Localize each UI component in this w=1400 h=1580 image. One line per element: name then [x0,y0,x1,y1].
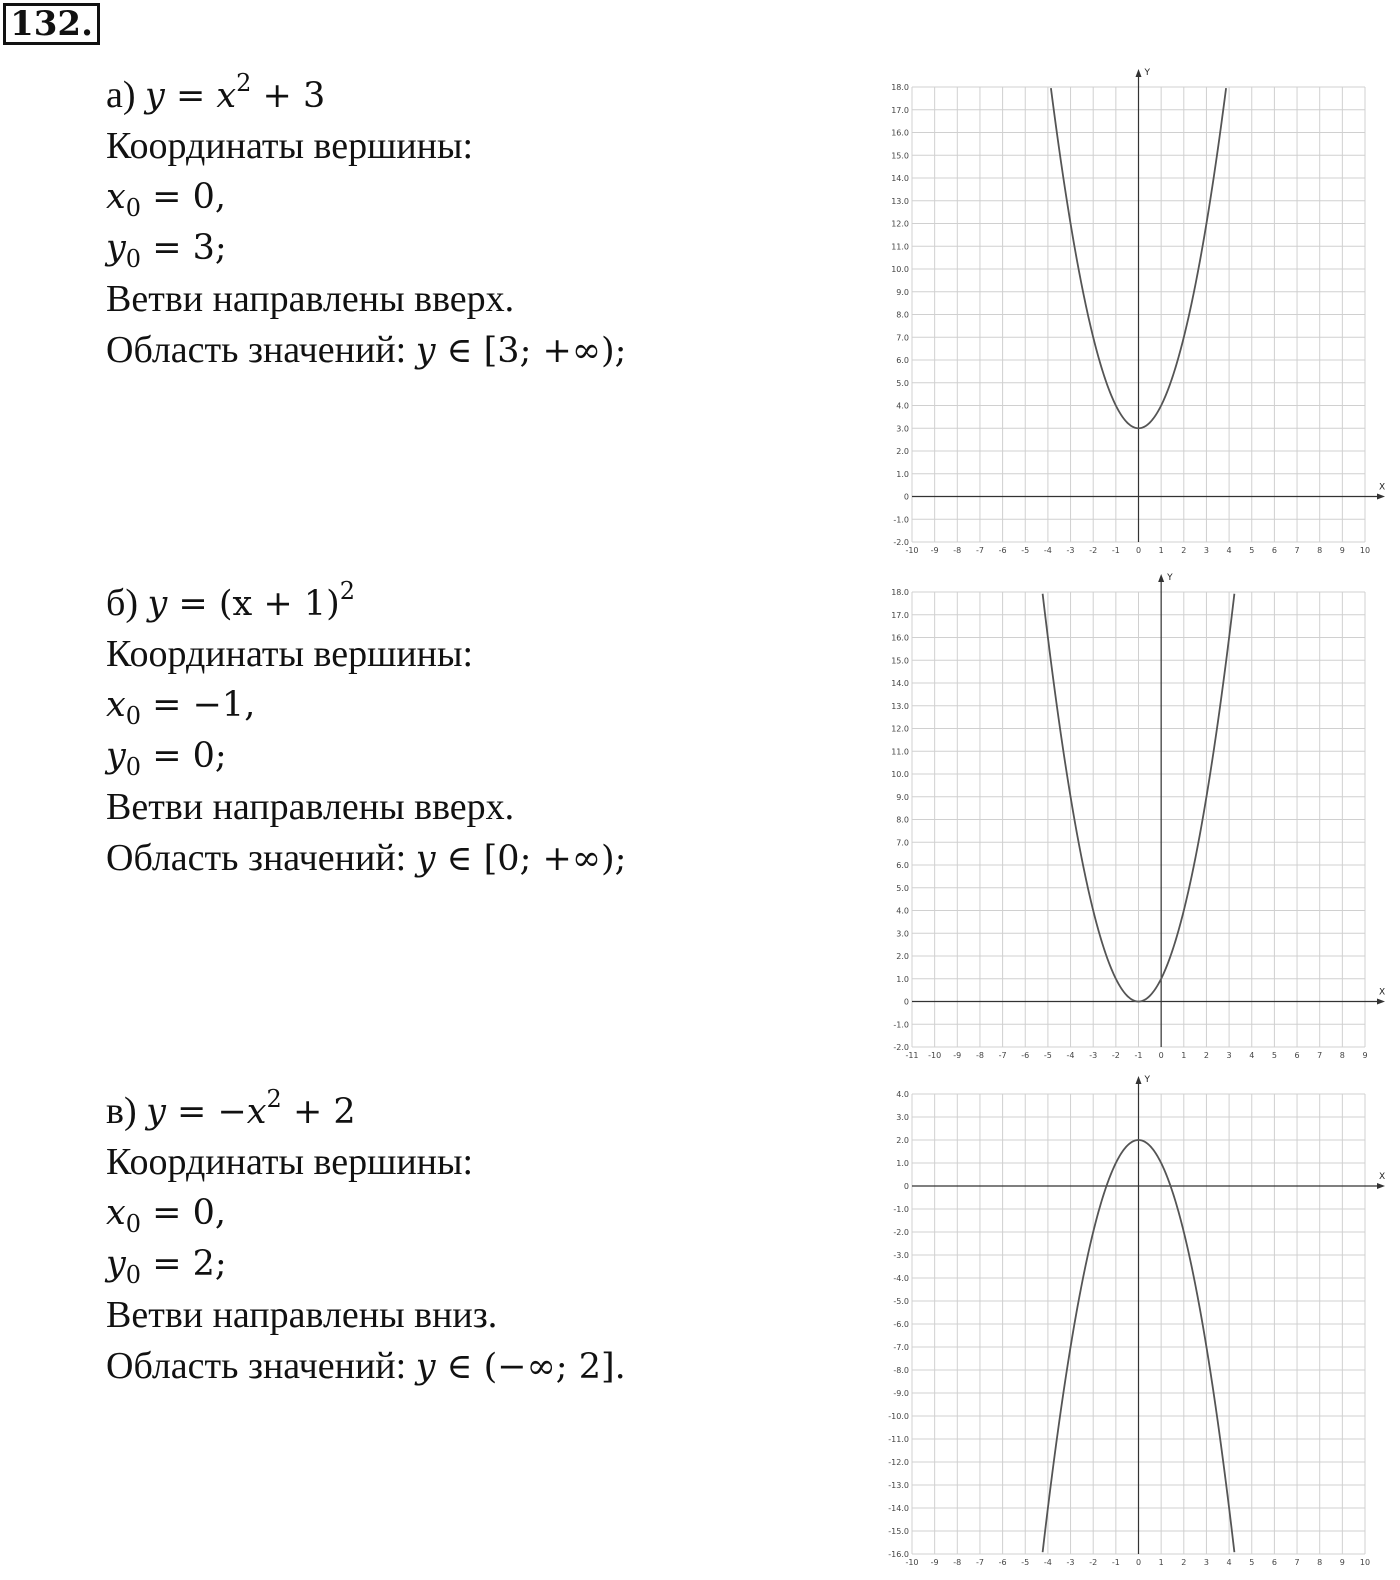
y-tick-label: 2.0 [896,952,909,961]
x-tick-label: 6 [1294,1051,1300,1060]
x-tick-label: -9 [930,1558,939,1567]
x-tick-label: 5 [1271,1051,1277,1060]
y-axis-label: Y [1167,573,1173,583]
function-line [106,70,826,121]
x-tick-label: -7 [998,1051,1007,1060]
graph-c [880,1072,1390,1572]
y-tick-label: 0 [903,997,909,1007]
y-tick-label: 17.0 [891,105,909,115]
vertex-heading: Координаты вершины: [106,1141,474,1183]
vertex-y0: $y_0 = 2$; [106,1244,227,1289]
x-tick-label: -2 [1111,1051,1120,1060]
y-tick-label: 13.0 [891,196,909,206]
parabola-chart-c [880,1072,1390,1572]
y-tick-label: -2.0 [893,1043,909,1052]
y-tick-label: -9.0 [893,1389,909,1398]
y-tick-label: 10.0 [891,265,909,274]
function-line [106,578,826,629]
x-tick-label: -8 [953,546,962,555]
x-tick-label: -10 [905,1558,919,1567]
x-tick-label: 0 [1158,1051,1164,1060]
x-tick-label: 8 [1317,546,1323,555]
y-tick-label: 10.0 [891,770,909,779]
x-tick-label: 3 [1203,1558,1209,1567]
y-tick-label: 4.0 [896,1090,909,1099]
x-tick-label: -11 [905,1051,919,1060]
function-line [106,1086,826,1137]
y-tick-label: 6.0 [896,356,909,365]
x-tick-label: -4 [1043,1558,1052,1567]
y-tick-label: -1.0 [893,515,909,525]
x-tick-label: 10 [1359,1558,1371,1567]
x-tick-label: 8 [1339,1051,1345,1060]
x-tick-label: 4 [1226,1558,1232,1567]
graph-b [880,570,1390,1065]
vertex-x0: $x_0 = 0$, [106,1193,227,1238]
x-axis-label: X [1379,1172,1386,1182]
x-tick-label: 1 [1158,546,1164,555]
y-tick-label: 6.0 [896,861,909,870]
x-axis-arrow [1377,1183,1385,1189]
y-tick-label: -2.0 [893,538,909,547]
y-tick-label: 0 [903,1182,909,1191]
x-tick-label: 6 [1271,1558,1277,1567]
y-tick-label: 15.0 [891,656,909,666]
y-tick-label: -2.0 [893,1228,909,1237]
y-tick-label: -4.0 [893,1274,909,1283]
x-tick-label: 2 [1181,1558,1187,1567]
y-tick-label: 18.0 [891,588,909,597]
branches-text: Ветви направлены вниз. [106,1294,498,1336]
y-tick-label: -7.0 [893,1343,909,1352]
y-tick-label: 18.0 [891,83,909,92]
x-axis-arrow [1377,494,1385,500]
graph-a [880,65,1390,560]
y-tick-label: -15.0 [888,1527,909,1536]
y-tick-label: 2.0 [896,447,909,456]
function-formula: $y = x^2 + 3$ [145,69,326,116]
y-tick-label: -1.0 [893,1205,909,1214]
x-tick-label: 9 [1339,546,1345,555]
x-tick-label: -7 [975,1558,984,1567]
item-label: б) [106,582,138,624]
parabola-chart-a [880,65,1390,560]
y-tick-label: 3.0 [896,424,909,434]
parabola-chart-b [880,570,1390,1065]
y-tick-label: -16.0 [888,1550,909,1559]
y-axis-arrow [1136,69,1142,77]
y-tick-label: 3.0 [896,1113,909,1122]
x-tick-label: -10 [905,546,919,555]
x-tick-label: 6 [1271,546,1277,555]
problem-number: 132. [3,3,100,45]
function-formula: $y = -x^2 + 2$ [146,1085,356,1132]
x-tick-label: -6 [1021,1051,1030,1060]
x-tick-label: 7 [1317,1051,1323,1060]
x-tick-label: 5 [1249,546,1255,555]
x-tick-label: 1 [1158,1558,1164,1567]
y-tick-label: 8.0 [896,815,909,825]
y-tick-label: 11.0 [891,747,909,757]
item-label: в) [106,1090,137,1132]
branches-text: Ветви направлены вверх. [106,786,515,828]
y-tick-label: 16.0 [891,128,909,138]
y-tick-label: 5.0 [896,883,909,893]
x-axis-arrow [1377,999,1385,1005]
vertex-y0: $y_0 = 3$; [106,228,227,273]
x-tick-label: 7 [1294,1558,1300,1567]
y-tick-label: 1.0 [896,1159,909,1168]
y-tick-label: 7.0 [896,333,909,343]
y-tick-label: 11.0 [891,242,909,252]
range-line: Область значений: y ∈ (−∞; 2]. [106,1345,626,1387]
x-tick-label: -1 [1111,546,1120,555]
x-tick-label: -9 [953,1051,962,1060]
range-line: Область значений: y ∈ [0; +∞); [106,837,627,879]
y-tick-label: 1.0 [896,469,909,479]
y-tick-label: -12.0 [888,1458,909,1467]
y-tick-label: 1.0 [896,974,909,984]
x-tick-label: -4 [1066,1051,1075,1060]
x-tick-label: 2 [1203,1051,1209,1060]
y-tick-label: -10.0 [888,1412,909,1421]
x-tick-label: 3 [1226,1051,1232,1060]
y-tick-label: 15.0 [891,151,909,161]
y-tick-label: 12.0 [891,219,909,229]
y-tick-label: 17.0 [891,610,909,620]
y-axis-arrow [1136,1076,1142,1084]
x-tick-label: 7 [1294,546,1300,555]
y-tick-label: 5.0 [896,378,909,388]
x-tick-label: 2 [1181,546,1187,555]
x-tick-label: -8 [953,1558,962,1567]
y-tick-label: 12.0 [891,724,909,734]
x-tick-label: -3 [1089,1051,1098,1060]
range-line: Область значений: y ∈ [3; +∞); [106,329,627,371]
x-tick-label: -10 [928,1051,942,1060]
y-tick-label: -8.0 [893,1366,909,1375]
x-tick-label: 4 [1249,1051,1255,1060]
y-tick-label: 4.0 [896,906,909,916]
x-tick-label: -6 [998,1558,1007,1567]
y-tick-label: 9.0 [896,287,909,297]
y-tick-label: -5.0 [893,1297,909,1306]
x-tick-label: -1 [1111,1558,1120,1567]
vertex-x0: $x_0 = 0$, [106,177,227,222]
y-tick-label: 0 [903,492,909,502]
x-tick-label: -8 [975,1051,984,1060]
y-tick-label: 2.0 [896,1136,909,1145]
x-tick-label: -6 [998,546,1007,555]
vertex-y0: $y_0 = 0$; [106,736,227,781]
y-tick-label: 9.0 [896,792,909,802]
x-tick-label: -2 [1089,546,1098,555]
section-b [106,578,826,884]
y-axis-arrow [1158,574,1164,582]
x-tick-label: 10 [1359,546,1371,555]
x-tick-label: -5 [1043,1051,1052,1060]
x-tick-label: 9 [1362,1051,1368,1060]
y-tick-label: 16.0 [891,633,909,643]
y-tick-label: 13.0 [891,701,909,711]
x-axis-label: X [1379,482,1386,493]
section-c [106,1086,826,1392]
y-tick-label: -6.0 [893,1320,909,1329]
branches-text: Ветви направлены вверх. [106,278,515,320]
x-tick-label: 9 [1339,1558,1345,1567]
x-axis-label: X [1379,987,1386,998]
y-tick-label: 3.0 [896,929,909,939]
y-tick-label: -3.0 [893,1251,909,1260]
x-tick-label: -3 [1066,1558,1075,1567]
y-tick-label: -1.0 [893,1020,909,1030]
x-tick-label: 3 [1203,546,1209,555]
y-tick-label: -14.0 [888,1504,909,1513]
x-tick-label: -5 [1021,546,1030,555]
x-tick-label: -7 [975,546,984,555]
x-tick-label: -4 [1043,546,1052,555]
vertex-x0: $x_0 = -1$, [106,685,256,730]
y-tick-label: -13.0 [888,1481,909,1490]
x-tick-label: 4 [1226,546,1232,555]
x-tick-label: -9 [930,546,939,555]
x-tick-label: 8 [1317,1558,1323,1567]
y-tick-label: 14.0 [891,679,909,688]
y-tick-label: 14.0 [891,174,909,183]
y-tick-label: 7.0 [896,838,909,848]
x-tick-label: -5 [1021,1558,1030,1567]
section-a [106,70,826,376]
x-tick-label: 5 [1249,1558,1255,1567]
y-tick-label: 4.0 [896,401,909,411]
x-tick-label: -2 [1089,1558,1098,1567]
x-tick-label: 0 [1135,546,1142,555]
y-axis-label: Y [1144,68,1150,78]
x-tick-label: -1 [1134,1051,1143,1060]
y-tick-label: 8.0 [896,310,909,320]
function-formula: $y = (x + 1)^2$ [147,577,356,624]
y-tick-label: -11.0 [888,1435,909,1444]
vertex-heading: Координаты вершины: [106,633,474,675]
x-tick-label: -3 [1066,546,1075,555]
item-label: а) [106,74,136,116]
vertex-heading: Координаты вершины: [106,125,474,167]
x-tick-label: 0 [1135,1558,1142,1567]
x-tick-label: 1 [1181,1051,1187,1060]
y-axis-label: Y [1144,1075,1150,1085]
